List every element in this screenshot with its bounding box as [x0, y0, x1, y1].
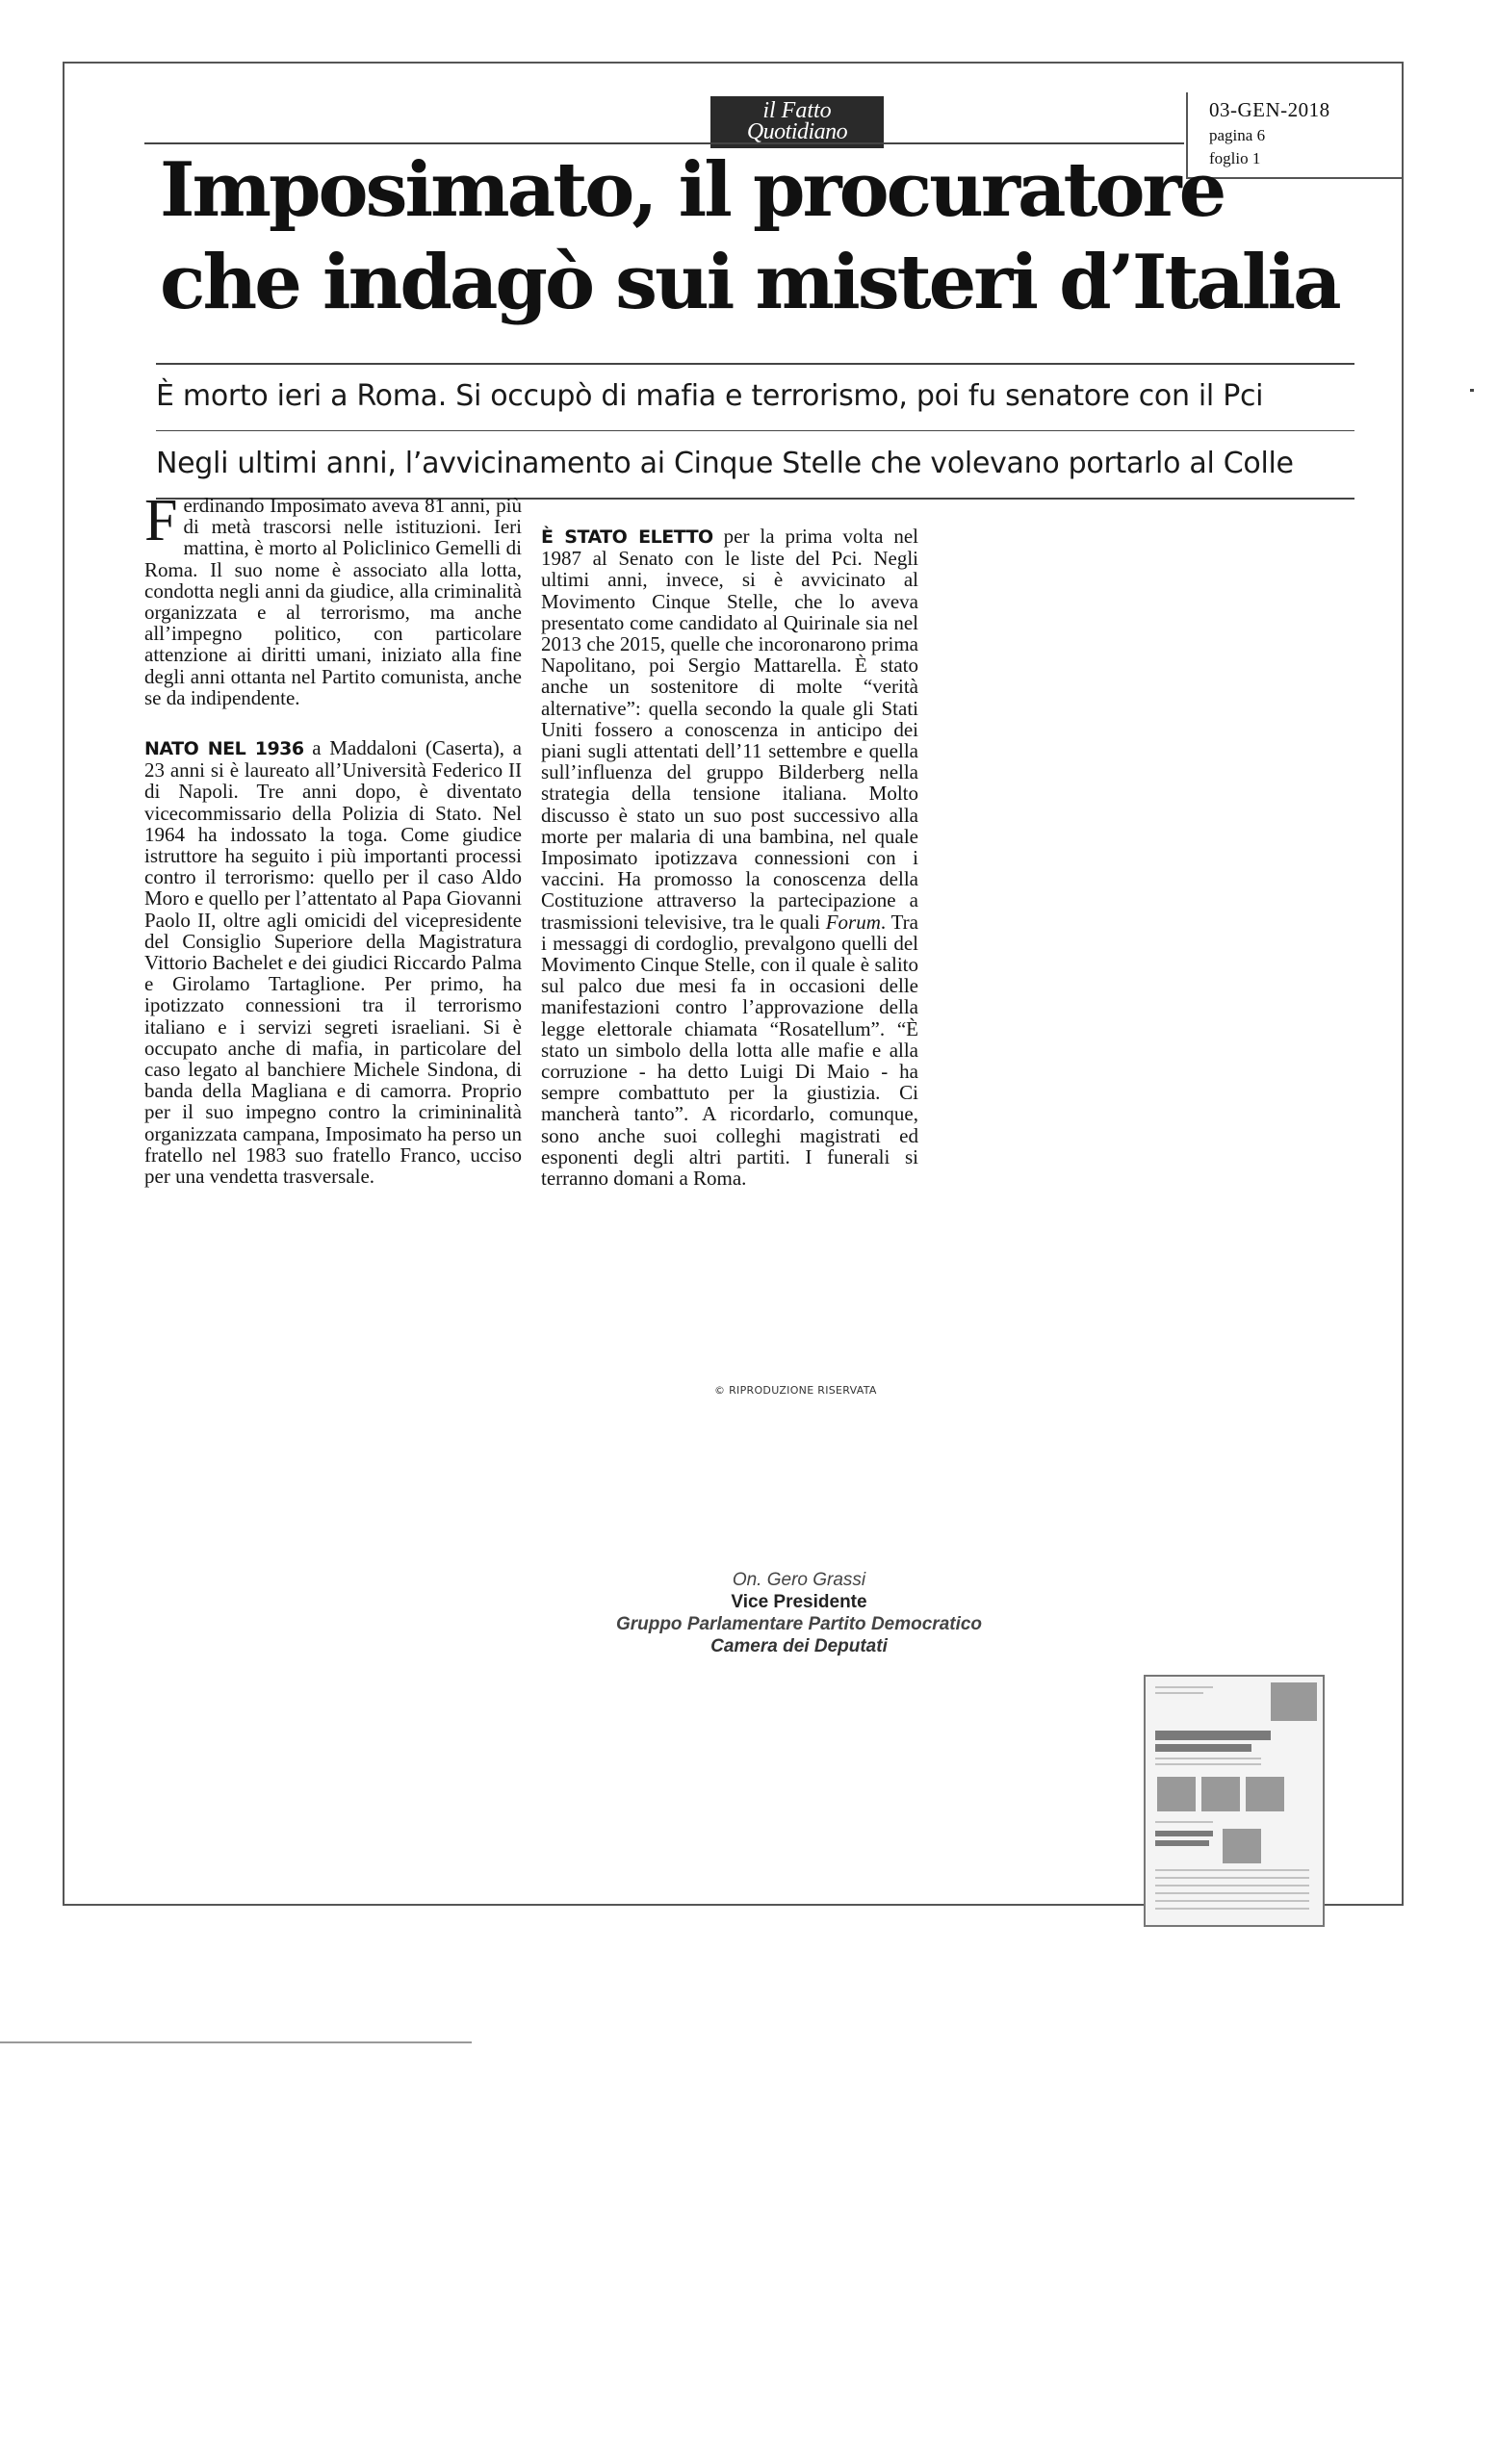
- subhead-rule-middle: [156, 430, 1354, 431]
- scan-speck: [1470, 389, 1474, 392]
- newspaper-logo: [710, 96, 884, 148]
- subhead-line-1: È morto ieri a Roma. Si occupò di mafia e terrorismo, poi fu senatore con il Pci: [156, 379, 1264, 413]
- paragraph-text: . Tra i messaggi di cordoglio, prevalgono quelli del Movimento Cinque Stelle, con il quale è salito sul palco due mesi fa in occasioni delle manifestazioni contro l’approvazione della legge elettorale chiamata “Rosatellum”. “È stato un simbolo della lotta alle mafie e alla corruzione - ha detto Luigi Di Maio - ha sempre combattuto per la giustizia. Ci mancherà tanto”. A ricordarlo, comunque, sono anche suoi colleghi magistrati ed esponenti degli altri partiti. I funerali si terranno domani a Roma.: [541, 910, 918, 1191]
- scan-edge-line: [0, 2041, 472, 2043]
- logo-line1: il Fatto: [762, 98, 832, 123]
- paragraph-text: per la prima volta nel 1987 al Senato con le liste del Pci. Negli ultimi anni, invece, si è avvicinato al Movimento Cinque Stelle, che lo aveva presentato come candidato al Quirinale sia nel 2013 che 2015, quelle che incoronarono prima Napolitano, poi Sergio Mattarella. È stato anche un sostenitore di molte “verità alternative”: quella secondo la quale gli Stati Uniti fossero a conoscenza in anticipo dei piani sugli attentati dell’11 settembre e quella sull’influenza del gruppo Bilderberg nella strategia della tensione italiana. Molto discusso è stato un suo post successivo alla morte per malaria di una bambina, nel quale Imposimato ipotizzava connessioni con i vaccini. Ha promosso la conoscenza della Costituzione attraverso la partecipazione a trasmissioni televisive, tra le quali: [541, 525, 918, 934]
- paragraph-lead-in: NATO NEL 1936: [144, 738, 304, 760]
- page-thumbnail: [1144, 1675, 1325, 1927]
- paragraph-text: a Maddaloni (Caserta), a 23 anni si è laureato all’Università Federico II di Napoli. Tre anni dopo, è diventato vicecommissario della Polizia di Stato. Nel 1964 ha indossato la toga. Come giudice istruttore ha seguito i più importanti processi contro il terrorismo: quello per il caso Aldo Moro e quello per l’attentato al Papa Giovanni Paolo II, oltre agli omicidi del vicepresidente del Consiglio Superiore della Magistratura Vittorio Bachelet e dei giudici Riccardo Palma e Girolamo Tartaglione. Per primo, ha ipotizzato connessioni tra il terrorismo italiano e i servizi segreti israeliani. Si è occupato anche di mafia, in particolare del caso legato al banchiere Michele Sindona, di banda della Magliana e di camorra. Proprio per il suo impegno contro la crimininalità organizzata campana, Imposimato ha perso un fratello nel 1983 suo fratello Franco, ucciso per una vendetta trasversale.: [144, 736, 522, 1189]
- publication-date: 03-GEN-2018: [1209, 98, 1330, 121]
- article-headline: Imposimato, il procuratore che indagò sui misteri d’Italia: [160, 146, 1339, 326]
- subhead-line-2: Negli ultimi anni, l’avvicinamento ai Cinque Stelle che volevano portarlo al Colle: [156, 447, 1294, 480]
- subhead-rule-top: [156, 363, 1354, 365]
- sheet-number: foglio 1: [1209, 149, 1261, 167]
- paragraph-lead-in: È STATO ELETTO: [541, 526, 713, 548]
- logo-line2: Quotidiano: [746, 119, 848, 144]
- stamp-role: Vice Presidente: [731, 1592, 867, 1612]
- article-paragraph: [144, 737, 522, 1187]
- page-number: pagina 6: [1209, 126, 1266, 144]
- stamp-group: Gruppo Parlamentare Partito Democratico: [615, 1614, 983, 1634]
- drop-cap: F: [144, 488, 178, 553]
- stamp-house: Camera dei Deputati: [710, 1636, 888, 1656]
- program-title: Forum: [825, 910, 881, 934]
- article-paragraph: [541, 526, 918, 1189]
- article-column-1: [144, 488, 522, 1189]
- stamp-name: On. Gero Grassi: [732, 1570, 866, 1590]
- article-column-2: [541, 526, 918, 1189]
- copyright-credit: © RIPRODUZIONE RISERVATA: [714, 1384, 877, 1397]
- article-paragraph: [144, 488, 522, 709]
- office-stamp: [578, 1569, 1020, 1657]
- paragraph-text: erdinando Imposimato aveva 81 anni, più di metà trascorsi nelle istituzioni. Ieri mattina, è morto al Policlinico Gemelli di Roma. Il suo nome è associato alla lotta, condotta negli anni da giudice, alla criminalità organizzata e al terrorismo, ma anche all’impegno politico, con particolare attenzione ai diritti umani, iniziato alla fine degli anni ottanta nel Partito comunista, anche se da indipendente.: [144, 494, 522, 709]
